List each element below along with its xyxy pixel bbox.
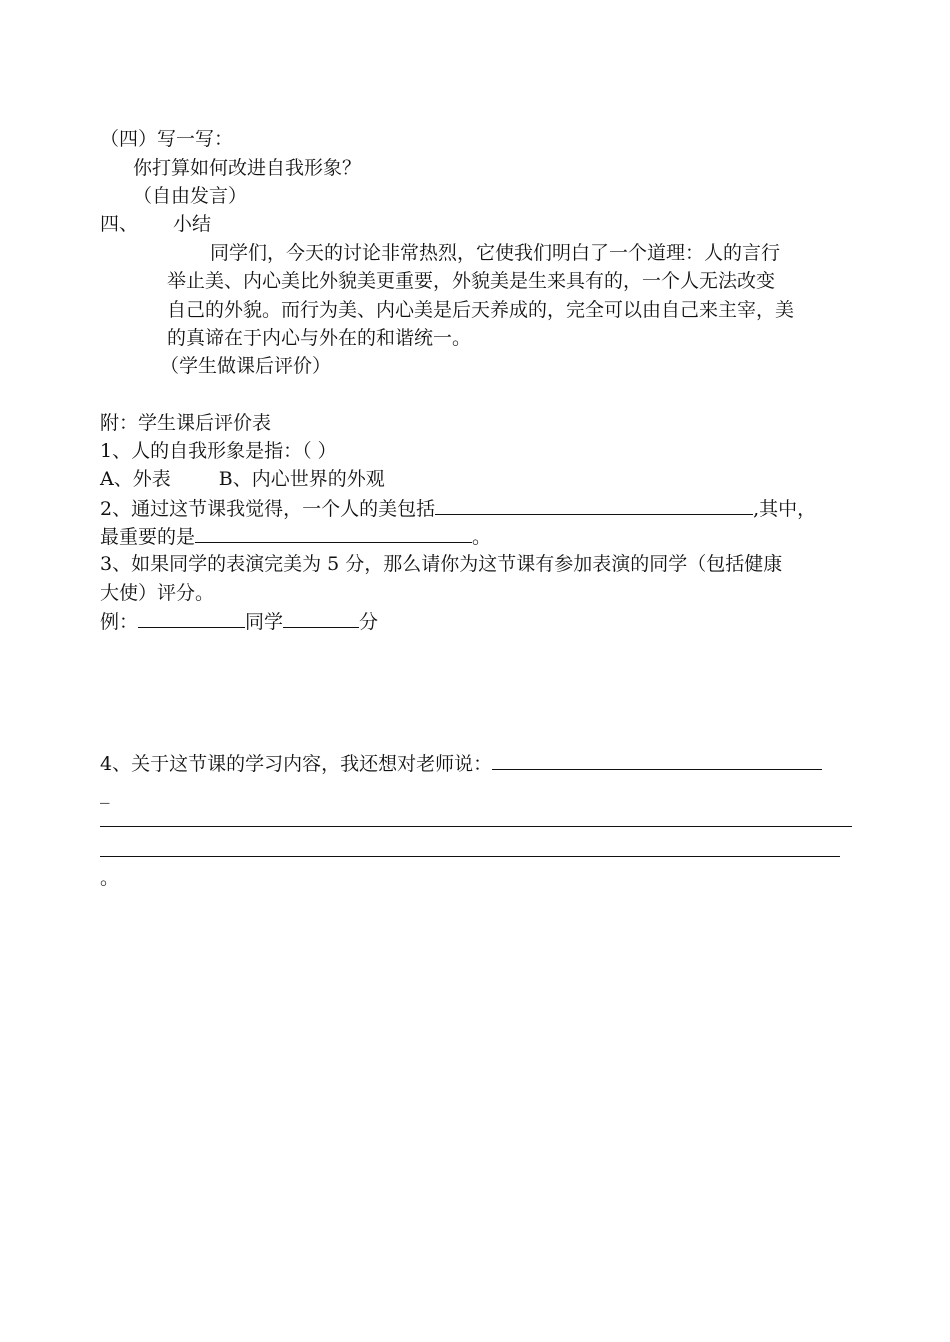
question-1-options: [100, 467, 385, 491]
question-3-line-2: 大使）评分。: [100, 582, 215, 604]
question-2-line-2: [100, 524, 491, 549]
question-2-part1: 2、通过这节课我觉得，一个人的美包括: [100, 498, 436, 520]
question-4-text: 4、关于这节课的学习内容，我还想对老师说：: [100, 753, 493, 775]
answer-blank-beauty-includes[interactable]: [435, 496, 753, 515]
answer-line-2[interactable]: [100, 826, 852, 827]
question-improve-self-image: 你打算如何改进自我形象？: [133, 157, 362, 179]
option-a: A、外表: [100, 468, 171, 490]
answer-blank-message-line-1[interactable]: [492, 751, 822, 770]
question-1: 1、人的自我形象是指：（ ）: [100, 440, 337, 462]
evaluation-title: 附：学生课后评价表: [100, 412, 272, 434]
answer-blank-score[interactable]: [283, 609, 359, 628]
question-2-part4: 。: [472, 526, 492, 548]
option-b: B、内心世界的外观: [218, 468, 385, 490]
question-4-end: 。: [100, 867, 120, 889]
example-mid: 同学: [245, 611, 284, 633]
question-3-example: [100, 609, 378, 634]
question-2-part2: ,其中，: [753, 498, 817, 520]
question-2-part3: 最重要的是: [100, 526, 196, 548]
summary-line-4: 的真谛在于内心与外在的和谐统一。: [167, 327, 472, 349]
example-suffix: 分: [359, 611, 379, 633]
section-heading-write: （四）写一写：: [100, 128, 234, 150]
note-student-evaluation: （学生做课后评价）: [160, 355, 332, 377]
question-3-line-1: 3、如果同学的表演完美为 5 分，那么请你为这节课有参加表演的同学（包括健康: [100, 553, 783, 575]
note-free-speech: （自由发言）: [133, 185, 248, 207]
question-4: [100, 751, 822, 776]
summary-line-3: 自己的外貌。而行为美、内心美是后天养成的，完全可以由自己来主宰，美: [167, 299, 795, 321]
summary-line-1: 同学们，今天的讨论非常热烈，它使我们明白了一个道理：人的言行: [210, 242, 781, 264]
example-prefix: 例：: [100, 611, 139, 633]
answer-blank-student-name[interactable]: [138, 609, 245, 628]
answer-line-3[interactable]: [100, 856, 840, 857]
summary-number: 四、: [100, 213, 139, 235]
answer-blank-most-important[interactable]: [195, 524, 472, 543]
summary-heading: [100, 212, 211, 236]
question-4-dash: _: [100, 782, 110, 804]
question-2-line-1: [100, 496, 816, 521]
summary-line-2: 举止美、内心美比外貌美更重要，外貌美是生来具有的，一个人无法改变: [167, 270, 776, 292]
summary-title: 小结: [173, 213, 212, 235]
